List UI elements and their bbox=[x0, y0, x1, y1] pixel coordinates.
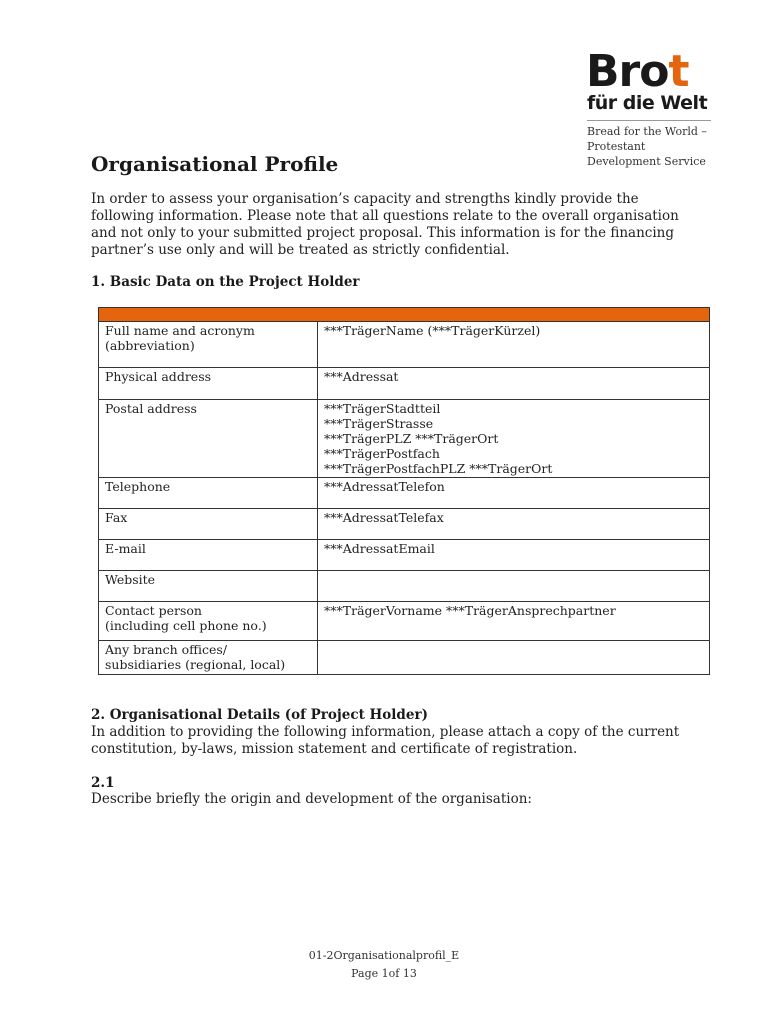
table-row bbox=[99, 509, 710, 540]
logo-wordmark: Brot bbox=[586, 46, 689, 97]
row-label: Website bbox=[99, 571, 318, 602]
section-1-heading: 1. Basic Data on the Project Holder bbox=[91, 274, 360, 290]
table-row bbox=[99, 571, 710, 602]
logo-tagline: für die Welt bbox=[587, 92, 708, 114]
table-row bbox=[99, 602, 710, 641]
row-value[interactable]: ***Adressat bbox=[318, 368, 710, 400]
row-label: Physical address bbox=[99, 368, 318, 400]
footer-page-number: Page 1of 13 bbox=[351, 967, 417, 980]
table-row bbox=[99, 322, 710, 368]
section-2-1-heading: 2.1 bbox=[91, 775, 115, 791]
table-row bbox=[99, 400, 710, 478]
row-value[interactable]: ***TrägerStadtteil ***TrägerStrasse ***TrägerPLZ ***TrägerOrt ***TrägerPostfach ***TrägerPostfachPLZ ***TrägerOrt bbox=[318, 400, 710, 478]
footer-doc-id: 01-2Organisationalprofil_E bbox=[308, 949, 460, 962]
row-label: Telephone bbox=[99, 478, 318, 509]
row-label: Postal address bbox=[99, 400, 318, 478]
section-2-1-text: Describe briefly the origin and development of the organisation: bbox=[91, 791, 532, 807]
table-row bbox=[99, 478, 710, 509]
table-header-bar bbox=[99, 308, 710, 322]
table-row bbox=[99, 641, 710, 675]
row-value[interactable]: ***AdressatTelefon bbox=[318, 478, 710, 509]
section-2-heading: 2. Organisational Details (of Project Holder) bbox=[91, 707, 428, 723]
basic-data-table bbox=[98, 307, 710, 675]
row-value[interactable]: ***AdressatTelefax bbox=[318, 509, 710, 540]
row-value[interactable]: ***TrägerName (***TrägerKürzel) bbox=[318, 322, 710, 368]
table-row bbox=[99, 540, 710, 571]
row-label: Fax bbox=[99, 509, 318, 540]
brot-fuer-die-welt-logo bbox=[584, 48, 716, 174]
row-label: Contact person (including cell phone no.) bbox=[99, 602, 318, 641]
intro-paragraph: In order to assess your organisation’s capacity and strengths kindly provide the following information. Please note that all questions relate to the overall organisation and not only to your submitted project proposal. This information is for the financing partner’s use only and will be treated as strictly confidential. bbox=[91, 191, 679, 258]
row-value[interactable] bbox=[318, 571, 710, 602]
logo-divider bbox=[587, 120, 711, 121]
logo-subtitle: Bread for the World – Protestant Development Service bbox=[587, 125, 707, 168]
row-value[interactable] bbox=[318, 641, 710, 675]
row-value[interactable]: ***AdressatEmail bbox=[318, 540, 710, 571]
row-label: Full name and acronym (abbreviation) bbox=[99, 322, 318, 368]
table-row bbox=[99, 368, 710, 400]
section-2-text: In addition to providing the following information, please attach a copy of the current constitution, by-laws, mission statement and certificate of registration. bbox=[91, 724, 680, 757]
page-title: Organisational Profile bbox=[91, 152, 339, 176]
row-label: Any branch offices/ subsidiaries (regional, local) bbox=[99, 641, 318, 675]
row-label: E-mail bbox=[99, 540, 318, 571]
row-value[interactable]: ***TrägerVorname ***TrägerAnsprechpartner bbox=[318, 602, 710, 641]
